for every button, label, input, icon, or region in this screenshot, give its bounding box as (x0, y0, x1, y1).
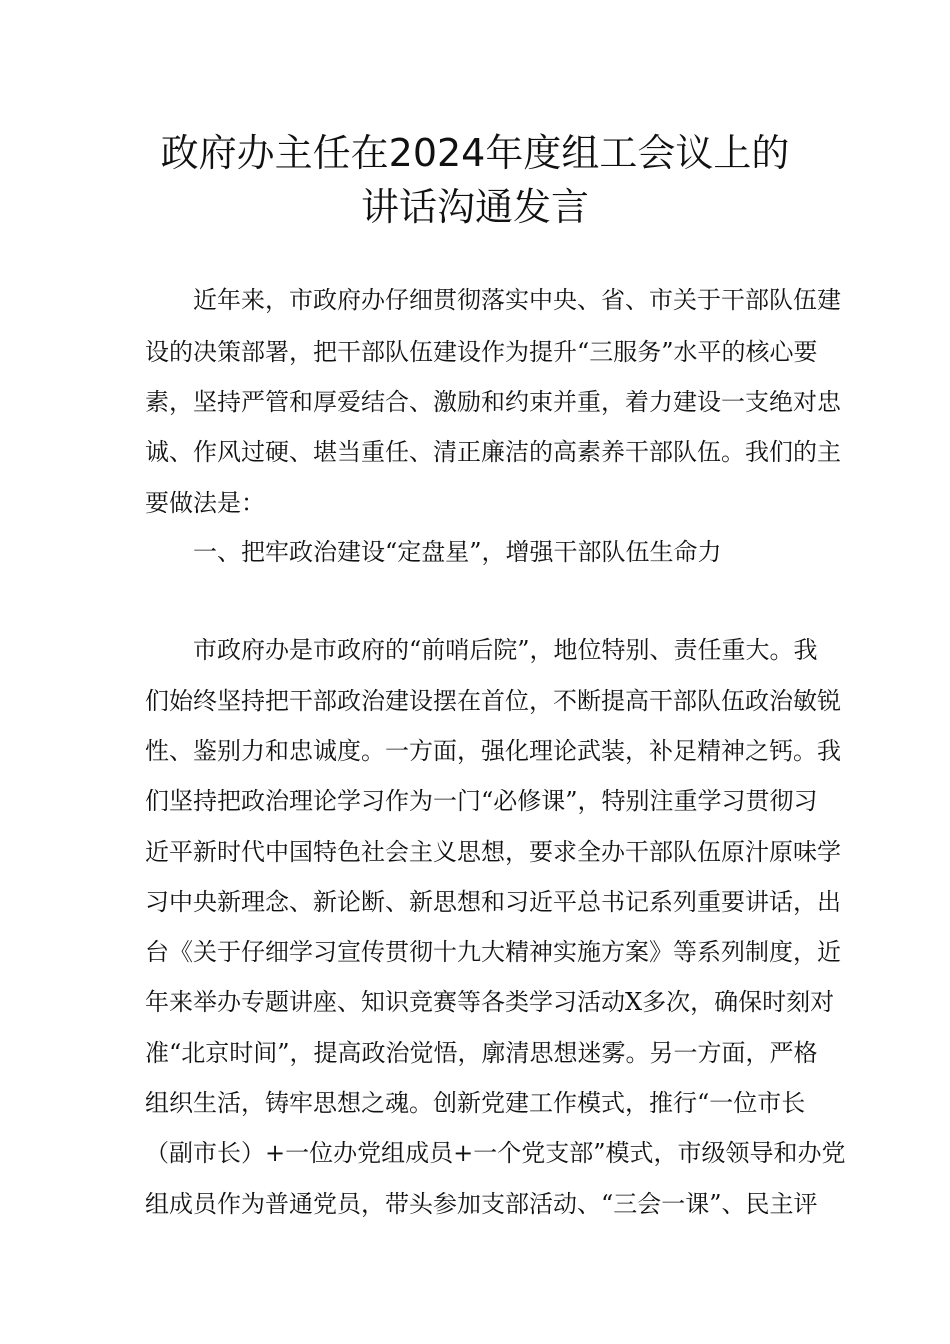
paragraph-1-line-3: 素，坚持严管和厚爱结合、激励和约束并重，着力建设一支绝对忠 (145, 388, 841, 416)
paragraph-2-line-5: 近平新时代中国特色社会主义思想，要求全办干部队伍原汁原味学 (145, 838, 841, 866)
paragraph-2-line-4: 们坚持把政治理论学习作为一门“必修课”，特别注重学习贯彻习 (145, 787, 818, 815)
paragraph-2-line-11: （副市长）+一位办党组成员+一个党支部”模式，市级领导和办党 (145, 1139, 846, 1167)
paragraph-2-line-2: 们始终坚持把干部政治建设摆在首位，不断提高干部队伍政治敏锐 (145, 687, 841, 715)
paragraph-2-line-1: 市政府办是市政府的“前哨后院”，地位特别、责任重大。我 (193, 636, 818, 664)
paragraph-1-line-5: 要做法是： (145, 489, 265, 517)
document-title-line-1: 政府办主任在2024年度组工会议上的 (160, 131, 790, 175)
document-title-line-2: 讲话沟通发言 (360, 185, 589, 229)
section-heading-1: 一、把牢政治建设“定盘星”，增强干部队伍生命力 (193, 538, 722, 566)
paragraph-2-line-6: 习中央新理念、新论断、新思想和习近平总书记系列重要讲话，出 (145, 888, 841, 916)
paragraph-2-line-3: 性、鉴别力和忠诚度。一方面，强化理论武装，补足精神之钙。我 (145, 737, 841, 765)
paragraph-1-line-2: 设的决策部署，把干部队伍建设作为提升“三服务”水平的核心要 (145, 338, 818, 366)
paragraph-2-line-10: 组织生活，铸牢思想之魂。创新党建工作模式，推行“一位市长 (145, 1089, 806, 1117)
paragraph-1-line-4: 诚、作风过硬、堪当重任、清正廉洁的高素养干部队伍。我们的主 (145, 438, 841, 466)
paragraph-1-line-1: 近年来，市政府办仔细贯彻落实中央、省、市关于干部队伍建 (193, 286, 841, 314)
paragraph-2-line-12: 组成员作为普通党员，带头参加支部活动、“三会一课”、民主评 (145, 1190, 818, 1218)
paragraph-2-line-9: 准“北京时间”，提高政治觉悟，廓清思想迷雾。另一方面，严格 (145, 1039, 818, 1067)
paragraph-2-line-7: 台《关于仔细学习宣传贯彻十九大精神实施方案》等系列制度，近 (145, 938, 841, 966)
paragraph-2-line-8: 年来举办专题讲座、知识竞赛等各类学习活动X多次，确保时刻对 (145, 988, 835, 1016)
